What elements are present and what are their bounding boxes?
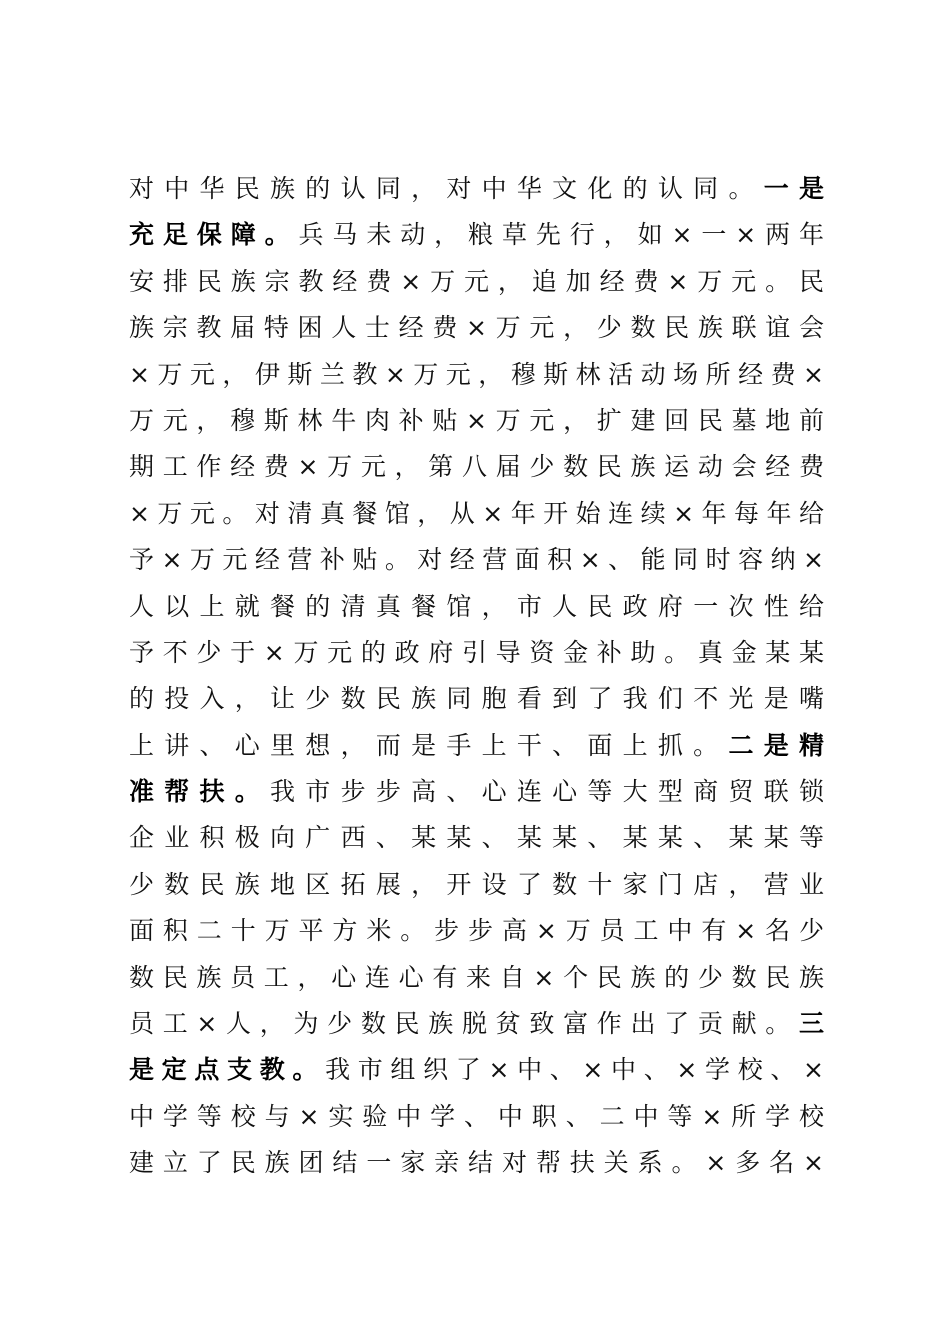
text-span: 员工×人，为少数民族脱贫致富作出了贡献。 — [129, 1009, 799, 1039]
text-span: 兵马未动，粮草先行，如×一×两年 — [298, 220, 824, 250]
text-span: 企业积极向广西、某某、某某、某某、某某等 — [129, 823, 824, 853]
text-line — [129, 212, 824, 258]
text-span: 万元，穆斯林牛肉补贴×万元，扩建回民墓地前 — [129, 405, 824, 435]
text-line — [129, 259, 824, 305]
text-line — [129, 166, 824, 212]
text-line — [129, 723, 824, 769]
text-span: 予×万元经营补贴。对经营面积×、能同时容纳× — [129, 545, 824, 575]
text-span: 面积二十万平方米。步步高×万员工中有×名少 — [129, 916, 824, 946]
bold-heading-span: 是定点支教。 — [129, 1055, 326, 1085]
bold-heading-span: 二是精 — [728, 730, 824, 760]
text-span: 期工作经费×万元，第八届少数民族运动会经费 — [129, 452, 824, 482]
text-line — [129, 1094, 824, 1140]
text-line — [129, 1140, 824, 1186]
text-line — [129, 1047, 824, 1093]
text-line — [129, 862, 824, 908]
body-paragraph — [129, 166, 824, 1187]
text-line — [129, 444, 824, 490]
text-span: 人以上就餐的清真餐馆，市人民政府一次性给 — [129, 591, 824, 621]
text-line — [129, 584, 824, 630]
text-line — [129, 815, 824, 861]
text-span: 予不少于×万元的政府引导资金补助。真金某某 — [129, 637, 824, 667]
text-line — [129, 676, 824, 722]
text-line — [129, 491, 824, 537]
text-line — [129, 537, 824, 583]
text-span: 中学等校与×实验中学、中职、二中等×所学校 — [129, 1101, 824, 1131]
text-line — [129, 908, 824, 954]
text-span: 少数民族地区拓展，开设了数十家门店，营业 — [129, 869, 824, 899]
text-span: 上讲、心里想，而是手上干、面上抓。 — [129, 730, 729, 760]
text-span: ×万元。对清真餐馆，从×年开始连续×年每年给 — [129, 498, 824, 528]
bold-heading-span: 三 — [798, 1009, 824, 1039]
text-span: 的投入，让少数民族同胞看到了我们不光是嘴 — [129, 684, 824, 714]
text-span: 建立了民族团结一家亲结对帮扶关系。×多名× — [129, 1148, 824, 1178]
text-span: 族宗教届特困人士经费×万元，少数民族联谊会 — [129, 313, 824, 343]
text-line — [129, 955, 824, 1001]
text-line — [129, 769, 824, 815]
text-line — [129, 398, 824, 444]
text-line — [129, 1001, 824, 1047]
text-span: 对中华民族的认同，对中华文化的认同。 — [129, 174, 764, 203]
text-span: 数民族员工，心连心有来自×个民族的少数民族 — [129, 962, 824, 992]
text-line — [129, 352, 824, 398]
bold-heading-span: 一是 — [763, 174, 824, 203]
text-line — [129, 630, 824, 676]
text-line — [129, 305, 824, 351]
text-span: ×万元，伊斯兰教×万元，穆斯林活动场所经费× — [129, 359, 824, 389]
text-span: 安排民族宗教经费×万元，追加经费×万元。民 — [129, 266, 824, 296]
text-span: 我市步步高、心连心等大型商贸联锁 — [270, 777, 824, 807]
bold-heading-span: 准帮扶。 — [129, 777, 271, 807]
text-span: 我市组织了×中、×中、×学校、× — [325, 1055, 824, 1085]
bold-heading-span: 充足保障。 — [129, 220, 299, 250]
